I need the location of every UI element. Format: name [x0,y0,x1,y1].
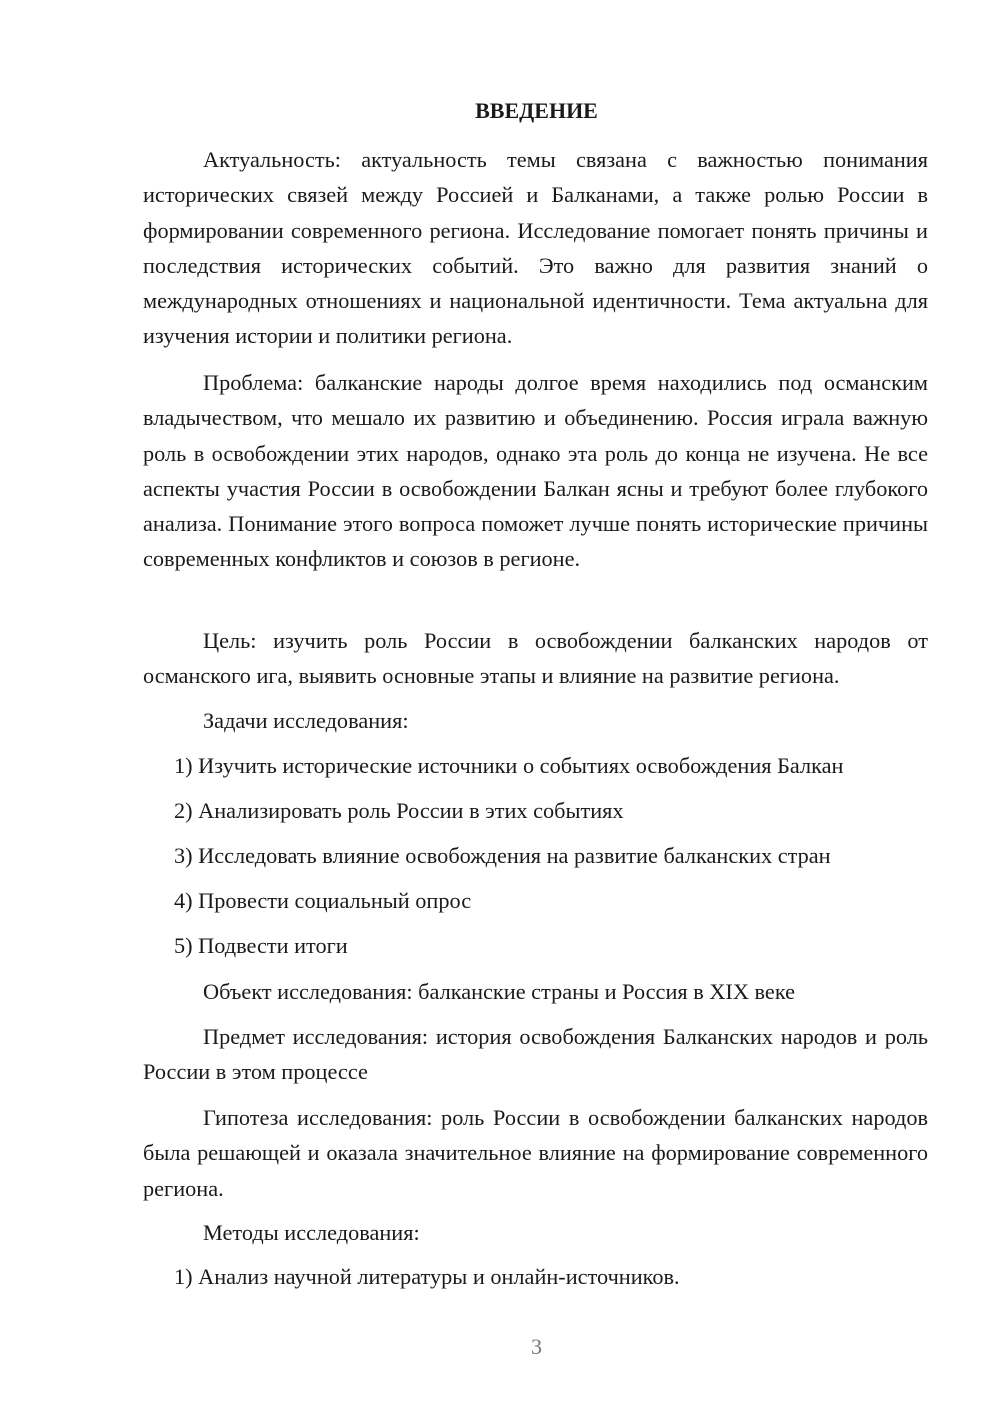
method-item: 1) Анализ научной литературы и онлайн-источников. [174,1264,680,1289]
task-item: 1) Изучить исторические источники о событиях освобождения Балкан [174,753,844,778]
paragraph-problem: Проблема: балканские народы долгое время находились под османским владычеством, что мешало их развитию и объединению. Россия играла важную роль в освобождении этих народов, однако эта роль до конца не изучена. Не все аспекты участия России в освобождении Балкан ясны и требуют более глубокого анализа. Понимание этого вопроса поможет лучше понять исторические причины современных конфликтов и союзов в регионе. [143,370,928,572]
tasks-heading: Задачи исследования: [203,708,409,733]
research-hypothesis: Гипотеза исследования: роль России в освобождении балканских народов была решающей и оказала значительное влияние на формирование современного региона. [143,1105,928,1201]
section-heading: ВВЕДЕНИЕ [475,98,598,123]
research-object: Объект исследования: балканские страны и Россия в XIX веке [203,979,795,1004]
task-item: 4) Провести социальный опрос [174,888,472,913]
page-number: 3 [531,1334,542,1359]
task-item: 2) Анализировать роль России в этих событиях [174,798,624,823]
methods-heading: Методы исследования: [203,1220,420,1245]
paragraph-goal: Цель: изучить роль России в освобождении балканских народов от османского ига, выявить основные этапы и влияние на развитие региона. [143,628,928,689]
research-subject: Предмет исследования: история освобождения Балканских народов и роль России в этом процессе [143,1024,928,1085]
task-item: 3) Исследовать влияние освобождения на развитие балканских стран [174,843,831,868]
task-item: 5) Подвести итоги [174,933,348,958]
paragraph-relevance: Актуальность: актуальность темы связана с важностью понимания исторических связей между Россией и Балканами, а также ролью России в формировании современного региона. Исследование помогает понять причины и последствия исторических событий. Это важно для развития знаний о международных отношениях и национальной идентичности. Тема актуальна для изучения истории и политики региона. [143,147,928,349]
